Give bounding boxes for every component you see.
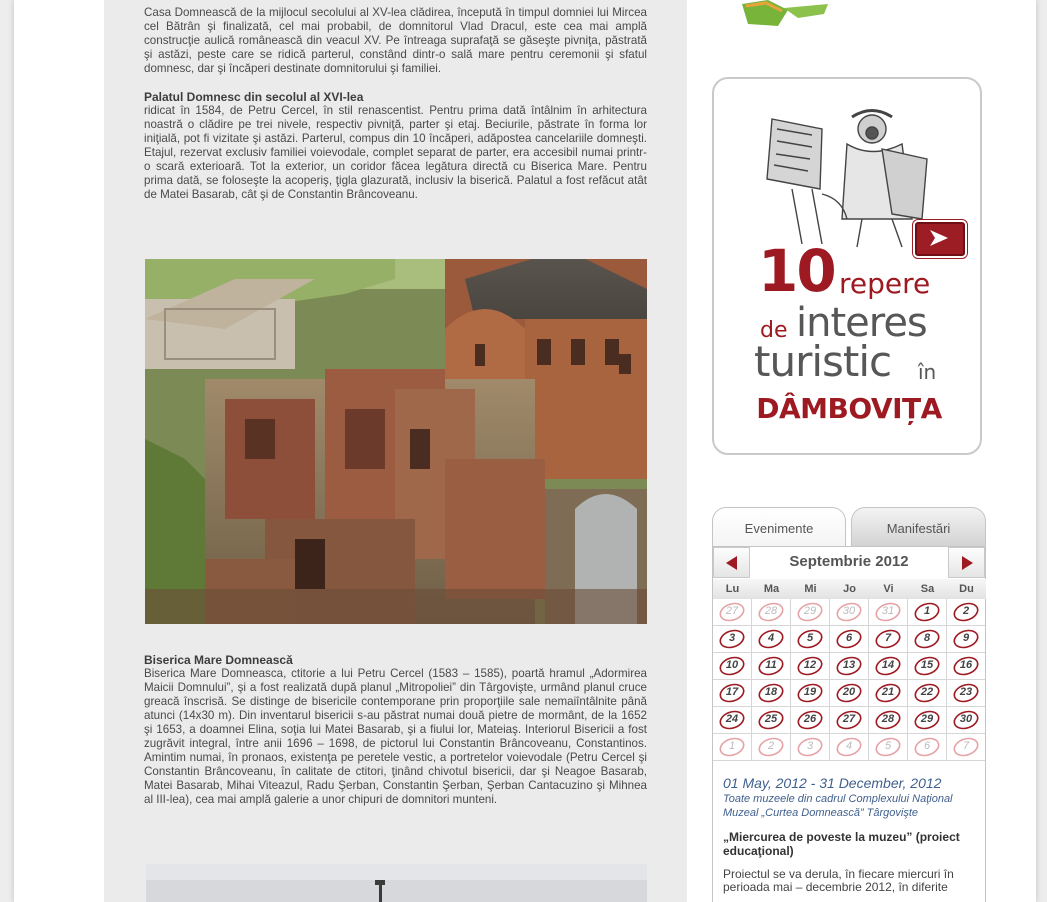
article-body-continued (144, 653, 647, 807)
calendar-day-number: 19 (803, 686, 817, 698)
calendar-day-number: 1 (728, 740, 736, 752)
calendar-day-cell[interactable] (830, 680, 869, 707)
calendar-day-cell[interactable] (869, 626, 908, 653)
event-date-range: 01 May, 2012 - 31 December, 2012 (723, 775, 942, 791)
calendar-day-cell[interactable] (791, 626, 830, 653)
calendar-day-number: 6 (845, 632, 853, 644)
weekday-name: Lu (725, 583, 740, 595)
calendar-day-number: 21 (881, 686, 895, 698)
chevron-right-icon (961, 556, 973, 570)
weekday-name: Sa (920, 583, 935, 595)
calendar-day-number: 7 (884, 632, 892, 644)
calendar-day-number: 29 (803, 605, 817, 617)
calendar-header (713, 547, 985, 579)
calendar-week-row (713, 734, 986, 761)
calendar-day-number: 30 (959, 713, 973, 725)
weekday-name: Du (959, 583, 974, 595)
tab-evenimente[interactable]: Evenimente (712, 507, 846, 547)
calendar-day-cell[interactable] (713, 734, 752, 761)
calendar-week-row (713, 653, 986, 680)
event-description: Proiectul se va derula, în fiecare miercuri în perioada mai – decembrie 2012, în diferite (723, 867, 954, 894)
calendar-day-number: 27 (842, 713, 856, 725)
calendar-day-number: 16 (959, 659, 973, 671)
calendar-day-cell[interactable] (830, 707, 869, 734)
calendar-day-number: 2 (962, 605, 970, 617)
event-listing (723, 776, 963, 894)
event-location: Toate muzeele din cadrul Complexului Naţional Muzeal „Curtea Domnească” Târgovişte (723, 793, 953, 819)
calendar-day-cell[interactable] (908, 680, 947, 707)
promo-word-de: de (760, 318, 788, 343)
calendar-day-number: 24 (725, 713, 739, 725)
calendar-day-number: 31 (881, 605, 895, 617)
article-body (144, 6, 647, 202)
calendar-day-cell[interactable] (713, 653, 752, 680)
calendar-day-cell[interactable] (830, 734, 869, 761)
calendar-day-number: 18 (764, 686, 778, 698)
calendar-day-cell[interactable] (947, 734, 985, 761)
calendar-day-number: 13 (842, 659, 856, 671)
promo-word-in: în (918, 360, 937, 384)
weekday-name: Mi (804, 583, 817, 595)
calendar-day-number: 26 (803, 713, 817, 725)
calendar-day-cell[interactable] (791, 653, 830, 680)
calendar-day-cell[interactable] (869, 734, 908, 761)
calendar-day-number: 15 (920, 659, 934, 671)
calendar-day-number: 22 (920, 686, 934, 698)
church-photo (146, 864, 647, 902)
calendar-day-number: 30 (842, 605, 856, 617)
calendar-day-cell[interactable] (830, 653, 869, 680)
calendar-day-number: 4 (845, 740, 853, 752)
calendar-day-cell[interactable] (713, 599, 752, 626)
calendar-day-cell[interactable] (752, 653, 791, 680)
calendar-day-number: 2 (767, 740, 775, 752)
promo-word-interes: interes (796, 300, 927, 346)
calendar-day-cell[interactable] (713, 626, 752, 653)
chevron-left-icon (726, 556, 738, 570)
section-heading-palace: Palatul Domnesc din secolul al XVI-lea (144, 90, 364, 104)
calendar-day-number: 9 (962, 632, 970, 644)
calendar-day-number: 14 (881, 659, 895, 671)
play-arrow-icon (928, 228, 950, 248)
calendar-day-number: 29 (920, 713, 934, 725)
calendar-day-number: 5 (884, 740, 892, 752)
calendar-week-row (713, 707, 986, 734)
calendar-day-number: 5 (806, 632, 814, 644)
weekday-header-row (713, 579, 986, 599)
promo-word-repere: repere (839, 267, 931, 300)
calendar-day-cell[interactable] (830, 599, 869, 626)
promo-number: 10 (758, 237, 835, 305)
calendar-day-cell[interactable] (752, 734, 791, 761)
promo-region: DÂMBOVIȚA (756, 392, 942, 425)
prev-month-button[interactable] (713, 547, 750, 578)
calendar-day-cell[interactable] (752, 707, 791, 734)
promo-word-turistic: turistic (754, 337, 892, 386)
promo-tourism-banner[interactable] (712, 77, 982, 455)
calendar-day-cell[interactable] (947, 680, 985, 707)
section-text-palace: ridicat în 1584, de Petru Cercel, în stil renascentist. Pentru prima dată întâlnim în arhitectura noastră o clădire pe trei nivele, respectiv pivniţă, parter şi etaj. Beciurile, păstrate în forma lor iniţială, pot fi vizitate şi astăzi. Parterul, compus din 10 încăperi, adăpostea cancelariile domneşti. Etajul, rezervat exclusiv familiei voievodale, complet separat de parter, era accesibil numai printr-o scară exterioară. Tot la exterior, un coridor făcea legătura directă cu Biserica Mare. Pentru prima dată, se foloseşte la acoperiş, ţigla glazurată, inclusiv la biserică. Palatul a fost refăcut atât de Matei Basarab, cât şi de Constantin Brâncoveanu. (144, 104, 647, 201)
calendar-day-cell[interactable] (791, 734, 830, 761)
tab-manifestari[interactable]: Manifestări (851, 507, 986, 547)
calendar-day-cell[interactable] (869, 707, 908, 734)
promo-arrow-button[interactable] (915, 222, 965, 256)
calendar-day-number: 3 (806, 740, 814, 752)
next-month-button[interactable] (948, 547, 985, 578)
calendar-week-row (713, 626, 986, 653)
calendar-week-row (713, 680, 986, 707)
calendar-day-number: 25 (764, 713, 778, 725)
calendar-day-cell[interactable] (908, 626, 947, 653)
calendar-day-number: 12 (803, 659, 817, 671)
calendar-day-number: 4 (767, 632, 775, 644)
calendar-day-number: 28 (764, 605, 778, 617)
calendar-month-label: Septembrie 2012 (789, 553, 909, 570)
calendar-day-cell[interactable] (908, 707, 947, 734)
section-heading-church: Biserica Mare Domnească (144, 653, 293, 667)
calendar-day-cell[interactable] (908, 599, 947, 626)
calendar-day-number: 7 (962, 740, 970, 752)
calendar-day-cell[interactable] (908, 734, 947, 761)
calendar-day-number: 6 (923, 740, 931, 752)
calendar-day-cell[interactable] (791, 680, 830, 707)
calendar-day-number: 20 (842, 686, 856, 698)
calendar-day-number: 3 (728, 632, 736, 644)
calendar-day-cell[interactable] (752, 599, 791, 626)
calendar-day-cell[interactable] (791, 707, 830, 734)
section-text-church: Biserica Mare Domneasca, ctitorie a lui Petru Cercel (1583 – 1585), poartă hramul „Adormirea Maicii Domnului”, şi a fost realizată după planul „Mitropoliei” din Târgovişte, urmând planul cruce greacă înscrisă. Se distinge de bisericile contemporane prin proporţiile sale nemaiîntâlnite până atunci (14x30 m). Din inventarul bisericii s-au păstrat numai două pietre de mormânt, de la 1652 şi 1653, a doamnei Elina, soţia lui Matei Basarab, şi a fiului lor, Mateiaş. Interiorul Bisericii a fost zugrăvit integral, între anii 1696 – 1698, de pictorul lui Constantin Brâncoveanu, Constantinos. Amintim numai, în pronaos, existenţa pe peretele vestic, a portretelor voievodale (Petru Cercel şi Constantin Brâncoveanu, în calitate de ctitori, ţinând chivotul bisericii, dar şi Neagoe Basarab, Matei Basarab, Mihai Viteazul, Radu Şerban, Constantin Şerban, Şerban Cantacuzino şi Mihnea al III-lea), cea mai amplă galerie a unor chipuri de domnitori munteni. (144, 667, 647, 806)
calendar-day-cell[interactable] (713, 707, 752, 734)
calendar-day-cell[interactable] (869, 680, 908, 707)
site-logo-fragment (738, 0, 833, 28)
calendar-day-cell[interactable] (947, 707, 985, 734)
calendar-day-cell[interactable] (869, 653, 908, 680)
calendar-day-number: 27 (725, 605, 739, 617)
calendar-day-cell[interactable] (752, 680, 791, 707)
calendar-day-cell[interactable] (869, 599, 908, 626)
calendar-day-number: 11 (765, 659, 777, 671)
calendar-day-cell[interactable] (791, 599, 830, 626)
calendar-day-number: 17 (725, 686, 739, 698)
calendar-day-number: 1 (923, 605, 931, 617)
weekday-name: Vi (883, 583, 894, 595)
calendar-day-number: 8 (923, 632, 931, 644)
calendar-day-cell[interactable] (713, 680, 752, 707)
event-title-link[interactable]: „Miercurea de poveste la muzeu” (proiect educaţional) (723, 830, 960, 858)
weekday-name: Ma (763, 583, 780, 595)
calendar-day-cell[interactable] (908, 653, 947, 680)
calendar-day-cell[interactable] (830, 626, 869, 653)
calendar-week-row (713, 599, 986, 626)
weekday-name: Jo (843, 583, 856, 595)
calendar-day-cell[interactable] (947, 599, 985, 626)
calendar-day-cell[interactable] (947, 626, 985, 653)
calendar-day-cell[interactable] (947, 653, 985, 680)
calendar-day-number: 10 (725, 659, 739, 671)
calendar-grid (713, 579, 986, 761)
calendar-day-number: 23 (959, 686, 973, 698)
calendar-day-number: 28 (881, 713, 895, 725)
intro-paragraph: Casa Domnească de la mijlocul secolului al XV-lea clădirea, începută în timpul domniei lui Mircea cel Bătrân şi finalizată, cel mai probabil, de domnitorul Vlad Dracul, este cea mai amplă construcţie aulică românească din veacul XV. Pe întreaga suprafaţă se găseşte pivniţa, păstrată şi astăzi, peste care se ridică parterul, constând dintr-o sală mare pentru ceremonii şi sfatul domnesc, dar şi încăperi destinate domnitorului şi familiei. (144, 6, 647, 75)
calendar-day-cell[interactable] (752, 626, 791, 653)
ruins-photo (145, 259, 647, 624)
